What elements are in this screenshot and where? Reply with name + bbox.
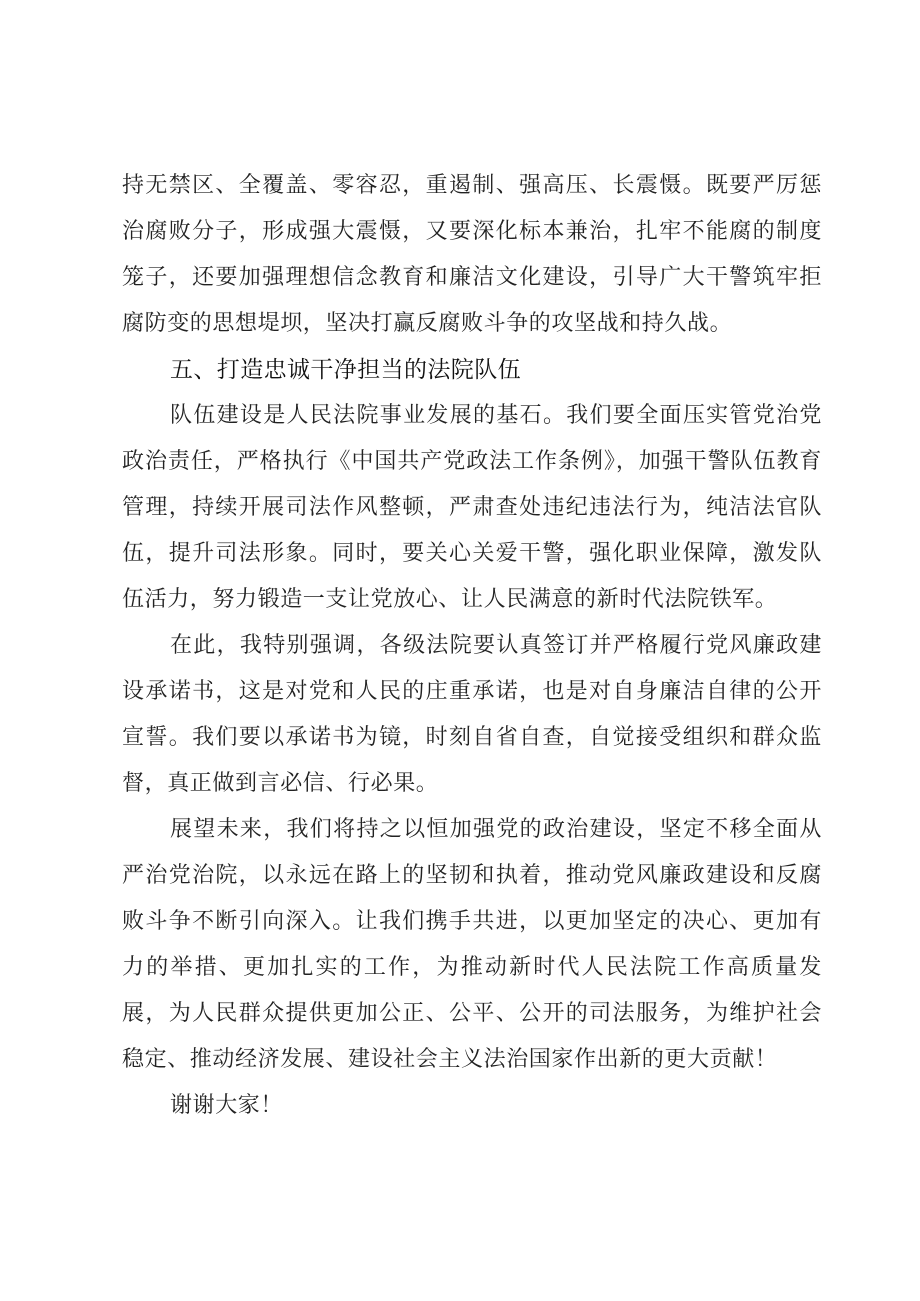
- section-heading: 五、打造忠诚干净担当的法院队伍: [170, 357, 521, 383]
- paragraph-team-building: 队伍建设是人民法院事业发展的基石。我们要全面压实管党治党政治责任，严格执行《中国共产党政法工作条例》，加强干警队伍教育管理，持续开展司法作风整顿，严肃查处违纪违法行为，纯洁法官队伍，提升司法形象。同时，要关心关爱干警，强化职业保障，激发队伍活力，努力锻造一支让党放心、让人民满意的新时代法院铁军。: [122, 403, 822, 612]
- paragraph-outlook: 展望未来，我们将持之以恒加强党的政治建设，坚定不移全面从严治党治院，以永远在路上的坚韧和执着，推动党风廉政建设和反腐败斗争不断引向深入。让我们携手共进，以更加坚定的决心、更加有力的举措、更加扎实的工作，为推动新时代人民法院工作高质量发展，为人民群众提供更加公正、公平、公开的司法服务，为维护社会稳定、推动经济发展、建设社会主义法治国家作出新的更大贡献！: [122, 817, 822, 1072]
- paragraph-thanks: 谢谢大家！: [170, 1093, 284, 1118]
- document-body: [122, 163, 822, 1129]
- paragraph-continuation: 持无禁区、全覆盖、零容忍，重遏制、强高压、长震慑。既要严厉惩治腐败分子，形成强大震慑，又要深化标本兼治，扎牢不能腐的制度笼子，还要加强理想信念教育和廉洁文化建设，引导广大干警筑牢拒腐防变的思想堤坝，坚决打赢反腐败斗争的攻坚战和持久战。: [122, 173, 822, 336]
- paragraph-commitment: 在此，我特别强调，各级法院要认真签订并严格履行党风廉政建设承诺书，这是对党和人民的庄重承诺，也是对自身廉洁自律的公开宣誓。我们要以承诺书为镜，时刻自省自查，自觉接受组织和群众监督，真正做到言必信、行必果。: [122, 633, 822, 796]
